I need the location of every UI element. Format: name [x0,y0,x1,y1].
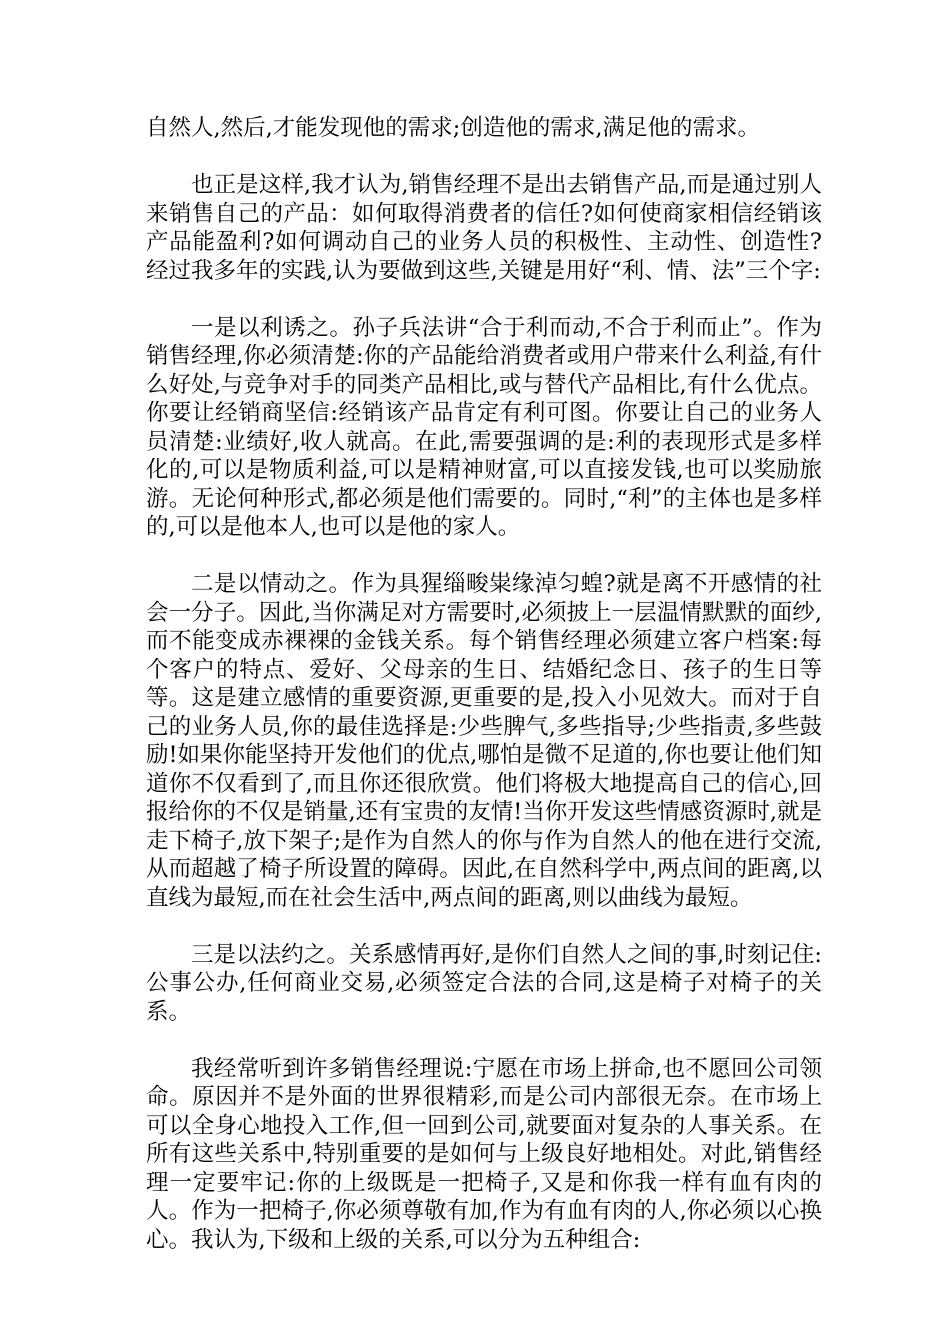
paragraph-superior-relations: 我经常听到许多销售经理说:宁愿在市场上拼命,也不愿回公司领命。原因并不是外面的世界很精彩,而是公司内部很无奈。在市场上可以全身心地投入工作,但一回到公司,就要面对复杂的人事关系。在所有这些关系中,特别重要的是如何与上级良好地相处。对此,销售经理一定要牢记:你的上级既是一把椅子,又是和你我一样有血有肉的人。作为一把椅子,你必须尊敬有加,作为有血有肉的人,你必须以心换心。我认为,下级和上级的关系,可以分为五种组合: [146,1055,822,1253]
paragraph-yi-qing-dong-zhi: 二是以情动之。作为具猩缁畯粜缘淖匀蝗?就是离不开感情的社会一分子。因此,当你满足对方需要时,必须披上一层温情默默的面纱,而不能变成赤裸裸的金钱关系。每个销售经理必须建立客户档案:每个客户的特点、爱好、父母亲的生日、结婚纪念日、孩子的生日等等。这是建立感情的重要资源,更重要的是,投入小见效大。而对于自己的业务人员,你的最佳选择是:少些脾气,多些指导;少些指责,多些鼓励!如果你能坚持开发他们的优点,哪怕是微不足道的,你也要让他们知道你不仅看到了,而且你还很欣赏。他们将极大地提高自己的信心,回报给你的不仅是销量,还有宝贵的友情!当你开发这些情感资源时,就是走下椅子,放下架子;是作为自然人的你与作为自然人的他在进行交流,从而超越了椅子所设置的障碍。因此,在自然科学中,两点间的距离,以直线为最短,而在社会生活中,两点间的距离,则以曲线为最短。 [146,571,822,911]
paragraph-continuation: 自然人,然后,才能发现他的需求;创造他的需求,满足他的需求。 [146,115,761,141]
document-body [146,114,822,1283]
paragraph-li-qing-fa-intro: 也正是这样,我才认为,销售经理不是出去销售产品,而是通过别人来销售自己的产品：如何取得消费者的信任?如何使商家相信经销该产品能盈利?如何调动自己的业务人员的积极性、主动性、创造性?经过我多年的实践,认为要做到这些,关键是用好“利、情、法”三个字: [146,172,822,284]
paragraph-yi-li-you-zhi: 一是以利诱之。孙子兵法讲“合于利而动,不合于利而止”。作为销售经理,你必须清楚:你的产品能给消费者或用户带来什么利益,有什么好处,与竞争对手的同类产品相比,或与替代产品相比,有什么优点。你要让经销商坚信:经销该产品肯定有利可图。你要让自己的业务人员清楚:业绩好,收人就高。在此,需要强调的是:利的表现形式是多样化的,可以是物质利益,可以是精神财富,可以直接发钱,也可以奖励旅游。无论何种形式,都必须是他们需要的。同时,“利”的主体也是多样的,可以是他本人,也可以是他的家人。 [146,314,822,540]
paragraph-yi-fa-yue-zhi: 三是以法约之。关系感情再好,是你们自然人之间的事,时刻记住:公事公办,任何商业交易,必须签定合法的合同,这是椅子对椅子的关系。 [146,941,822,1025]
